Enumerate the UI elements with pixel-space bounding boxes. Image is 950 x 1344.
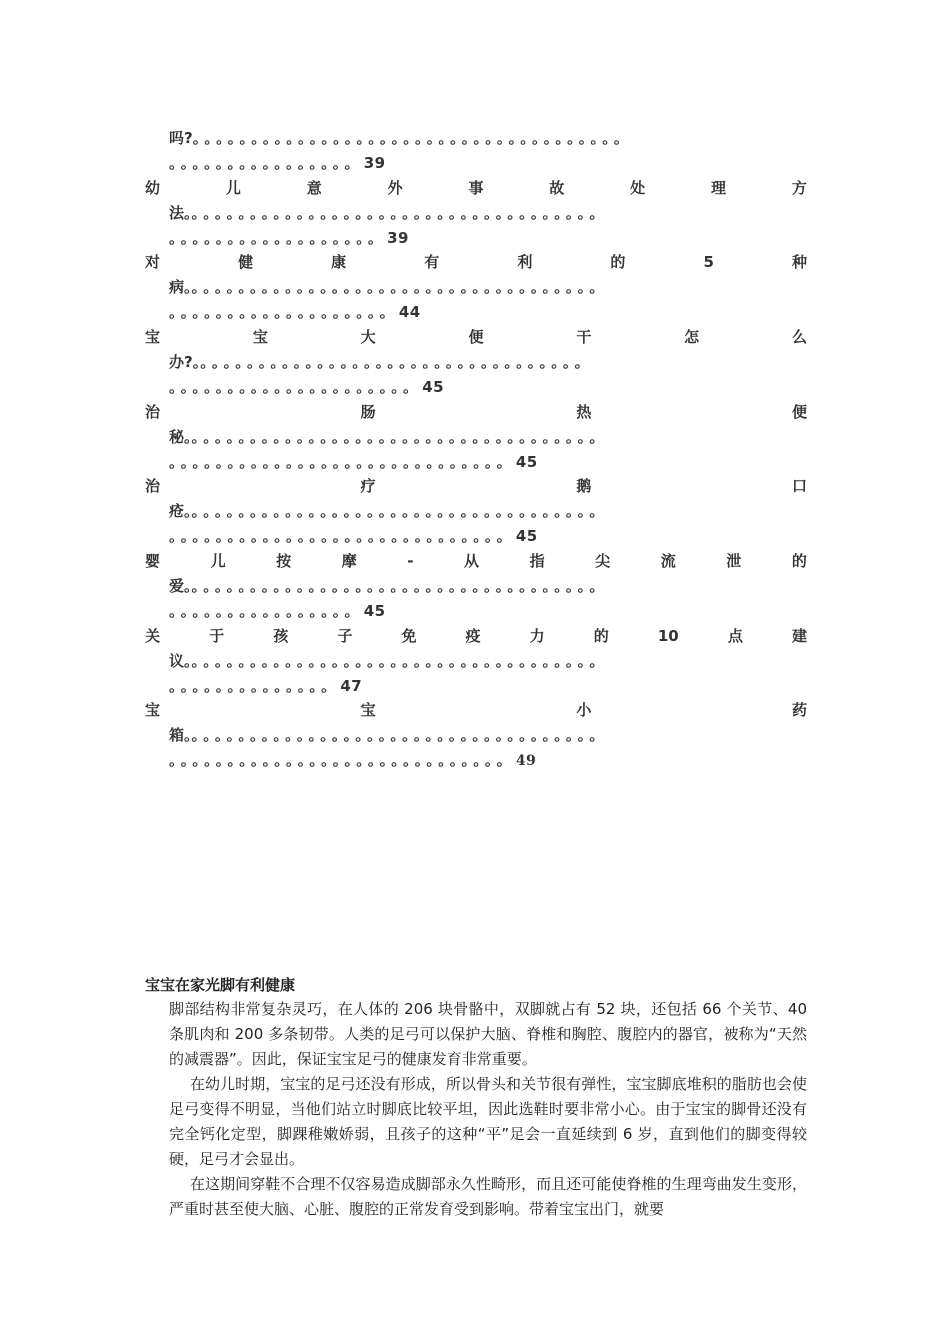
- toc-title-char: 宝: [145, 701, 161, 720]
- toc-title-char: 便: [791, 402, 807, 421]
- toc-title-char: 健: [238, 253, 254, 272]
- toc-title-char: 事: [468, 178, 484, 197]
- toc-title-char: 处: [630, 178, 646, 197]
- toc-entry-title: 爱。: [169, 577, 192, 596]
- toc-title-char: 药: [791, 701, 807, 720]
- toc-entry-line[interactable]: [145, 400, 807, 425]
- toc-leader-dots: 。。。。。。。。。。。。。。。。。。。。。。。。。。。。。。。。。。。: [191, 651, 609, 670]
- toc-title-char: 的: [791, 552, 807, 571]
- toc-entry-line[interactable]: [145, 574, 807, 599]
- toc-title-char: 小: [576, 701, 592, 720]
- toc-entry-title: 法。: [169, 203, 192, 222]
- toc-entry-line[interactable]: [145, 698, 807, 723]
- toc-entry-line[interactable]: [145, 250, 807, 275]
- toc-entry-line[interactable]: [145, 649, 807, 674]
- toc-entry-line[interactable]: [145, 350, 807, 375]
- toc-title-char: 热: [576, 402, 592, 421]
- toc-title-char: 疫: [465, 626, 481, 645]
- toc-title-char: 5: [703, 253, 714, 272]
- toc-title-char: 10: [657, 626, 679, 645]
- toc-entry-line[interactable]: [145, 624, 807, 649]
- toc-entry-line[interactable]: [145, 450, 807, 475]
- toc-title-char: 方: [791, 178, 807, 197]
- toc-entry-line[interactable]: [145, 723, 807, 748]
- toc-page-number: 39: [363, 153, 386, 172]
- toc-title-char: 口: [791, 477, 807, 496]
- toc-title-char: 宝: [252, 328, 268, 347]
- paragraph: 在这期间穿鞋不合理不仅容易造成脚部永久性畸形，而且还可能使脊椎的生理弯曲发生变形，严重时甚至使大脑、心脏、腹腔的正常发育受到影响。带着宝宝出门，就要: [169, 1175, 807, 1218]
- toc-leader-dots: 。。。。。。。。。。。。。。。。。。。。。。。。。。。。。。。。。。。。。: [192, 129, 634, 147]
- toc-title-char: 治: [145, 402, 161, 421]
- toc-title-char: 意: [306, 178, 322, 197]
- toc-title-char: 宝: [145, 328, 161, 347]
- toc-title-char: 对: [145, 253, 161, 272]
- toc-title-char: 理: [711, 178, 727, 197]
- toc-entry-line[interactable]: [145, 748, 807, 773]
- toc-page-number: 45: [515, 527, 538, 546]
- toc-entry-line[interactable]: [145, 375, 807, 400]
- toc-entry-title: 病。: [169, 278, 192, 297]
- toc-title-char: 免: [401, 626, 417, 645]
- toc-entry-line[interactable]: [145, 674, 807, 699]
- toc-title-char: 摩: [341, 552, 357, 571]
- toc-title-char: 点: [727, 626, 743, 645]
- toc-entry-title: 办?。: [169, 353, 201, 372]
- toc-entry-title: 箱。: [169, 726, 192, 745]
- toc-title-char: 婴: [145, 552, 161, 571]
- toc-title-char: 于: [209, 626, 225, 645]
- toc-page-number: 44: [398, 303, 421, 322]
- toc-entry-line[interactable]: [145, 549, 807, 574]
- toc-leader-dots: 。。。。。。。。。。。。。。。。。。。。。。。。。。。。。。。。。。。: [191, 502, 609, 521]
- toc-leader-dots: 。。。。。。。。。。。。。。。。。。。。。。。。。。。。。。。。。。。: [191, 726, 609, 745]
- toc-title-char: 流: [660, 552, 676, 571]
- toc-title-char: 儿: [210, 552, 226, 571]
- toc-title-char: 力: [529, 626, 545, 645]
- toc-entry-title: 吗?: [169, 129, 193, 147]
- toc-title-char: 宝: [360, 701, 376, 720]
- toc-leader-dots: 。。。。。。。。。。。。。。。。。。。。。。。。。。。。。。。。。: [200, 353, 594, 372]
- toc-title-char: 子: [337, 626, 353, 645]
- toc-leader-dots: 。。。。。。。。。。。。。。。。。。。。。: [169, 377, 423, 396]
- toc-title-char: -: [407, 552, 414, 571]
- toc-title-char: 尖: [595, 552, 611, 571]
- toc-entry-line[interactable]: [145, 425, 807, 450]
- toc-title-char: 孩: [273, 626, 289, 645]
- toc-page-number: 49: [515, 753, 537, 770]
- toc-title-char: 么: [791, 328, 807, 347]
- toc-title-char: 外: [387, 178, 403, 197]
- toc-title-char: 泄: [726, 552, 742, 571]
- toc-page-number: 47: [340, 676, 363, 695]
- toc-leader-dots: 。。。。。。。。。。。。。。。。: [169, 153, 364, 172]
- toc-leader-dots: 。。。。。。。。。。。。。。。。。。。。。。。。。。。。。。。。。。。: [191, 577, 609, 596]
- toc-title-char: 利: [517, 253, 533, 272]
- toc-leader-dots: 。。。。。。。。。。。。。。。。。。。。。。。。。。。。。: [169, 527, 516, 546]
- toc-entry-line[interactable]: [145, 201, 807, 226]
- toc-leader-dots: 。。。。。。。。。。。。。。。。。。: [169, 228, 388, 247]
- toc-entry-line[interactable]: [145, 275, 807, 300]
- paragraph: 脚部结构非常复杂灵巧，在人体的 206 块骨骼中，双脚就占有 52 块，还包括 66 个关节、40 条肌肉和 200 多条韧带。人类的足弓可以保护大脑、脊椎和胸腔、腹腔内的器官，被称为“天然的减震器”。因此，保证宝宝足弓的健康发育非常重要。: [169, 1000, 807, 1068]
- table-of-contents: [145, 126, 807, 773]
- toc-title-char: 怎: [684, 328, 700, 347]
- toc-title-char: 疗: [360, 477, 376, 496]
- toc-entry-line[interactable]: [145, 300, 807, 325]
- toc-title-char: 的: [610, 253, 626, 272]
- toc-title-char: 建: [791, 626, 807, 645]
- toc-leader-dots: 。。。。。。。。。。。。。。。。。。。。。。。。。。。。。: [169, 751, 516, 770]
- toc-entry-line[interactable]: [145, 499, 807, 524]
- toc-title-char: 肠: [360, 402, 376, 421]
- toc-title-char: 康: [331, 253, 347, 272]
- toc-entry-line[interactable]: [145, 325, 807, 350]
- toc-title-char: 大: [360, 328, 376, 347]
- toc-entry-line[interactable]: [145, 176, 807, 201]
- toc-title-char: 便: [468, 328, 484, 347]
- toc-leader-dots: 。。。。。。。。。。。。。。。。: [169, 601, 364, 620]
- toc-leader-dots: 。。。。。。。。。。。。。。。。。。。: [169, 303, 399, 322]
- toc-title-char: 的: [593, 626, 609, 645]
- toc-entry-title: 秘。: [169, 427, 192, 446]
- toc-page-number: 39: [387, 228, 409, 247]
- toc-title-char: 关: [145, 626, 161, 645]
- toc-entry-title: 议。: [169, 651, 192, 670]
- toc-title-char: 儿: [225, 178, 241, 197]
- article-section: [145, 973, 807, 1222]
- toc-leader-dots: 。。。。。。。。。。。。。。。。。。。。。。。。。。。。。: [169, 452, 516, 471]
- toc-entry-line[interactable]: [145, 474, 807, 499]
- toc-entry-line[interactable]: [145, 599, 807, 624]
- toc-leader-dots: 。。。。。。。。。。。。。。。。。。。。。。。。。。。。。。。。。。。: [191, 278, 609, 297]
- toc-title-char: 干: [576, 328, 592, 347]
- toc-leader-dots: 。。。。。。。。。。。。。。。。。。。。。。。。。。。。。。。。。。。: [191, 203, 609, 222]
- toc-leader-dots: 。。。。。。。。。。。。。。: [169, 676, 341, 695]
- toc-leader-dots: 。。。。。。。。。。。。。。。。。。。。。。。。。。。。。。。。。。。: [191, 427, 609, 446]
- toc-title-char: 幼: [145, 178, 161, 197]
- toc-title-char: 从: [464, 552, 480, 571]
- toc-title-char: 按: [276, 552, 292, 571]
- toc-page-number: 45: [422, 377, 445, 396]
- toc-page-number: 45: [515, 452, 538, 471]
- toc-entry-title: 疮。: [169, 502, 192, 521]
- section-title: 宝宝在家光脚有利健康: [145, 976, 296, 994]
- toc-entry-line[interactable]: [145, 151, 807, 176]
- toc-title-char: 有: [424, 253, 440, 272]
- toc-entry-line[interactable]: [145, 226, 807, 251]
- paragraph: 在幼儿时期，宝宝的足弓还没有形成，所以骨头和关节很有弹性，宝宝脚底堆积的脂肪也会使足弓变得不明显，当他们站立时脚底比较平坦，因此选鞋时要非常小心。由于宝宝的脚骨还没有完全钙化定型，脚踝稚嫩娇弱，且孩子的这种“平”足会一直延续到 6 岁，直到他们的脚变得较硬，足弓才会显出。: [169, 1075, 807, 1168]
- toc-title-char: 鹅: [576, 477, 592, 496]
- toc-entry-line[interactable]: [145, 126, 807, 151]
- toc-entry-line[interactable]: [145, 524, 807, 549]
- toc-title-char: 治: [145, 477, 161, 496]
- toc-title-char: 指: [529, 552, 545, 571]
- toc-title-char: 故: [549, 178, 565, 197]
- toc-title-char: 种: [791, 253, 807, 272]
- toc-page-number: 45: [363, 601, 386, 620]
